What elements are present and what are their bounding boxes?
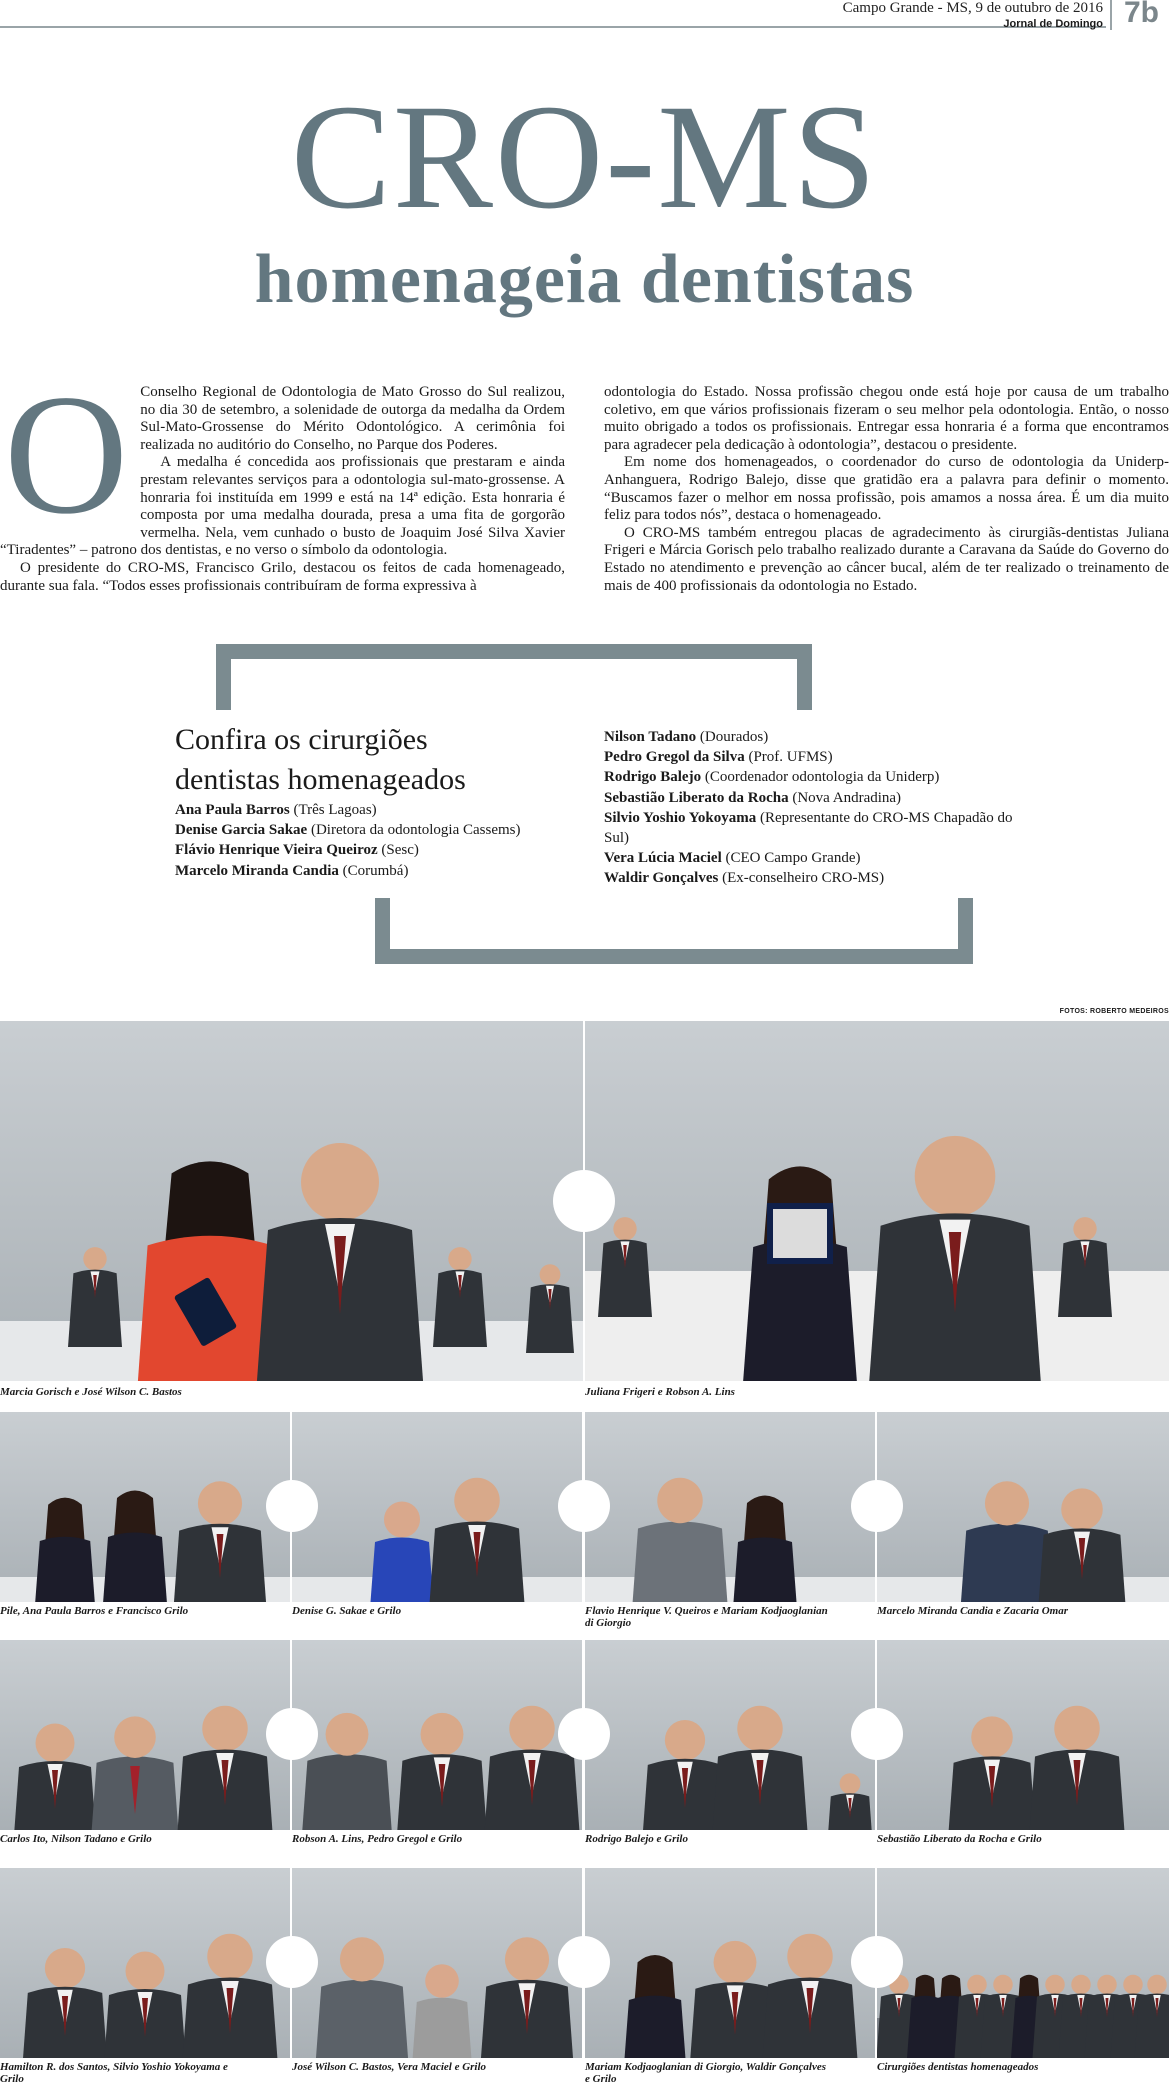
headline-sub: homenageia dentistas	[254, 241, 915, 318]
honoree-list-left	[175, 800, 575, 881]
photo-caption: Pile, Ana Paula Barros e Francisco Grilo	[0, 1605, 189, 1617]
honoree-name: Pedro Gregol da Silva	[604, 749, 745, 766]
photo-ceremony	[292, 1640, 582, 1830]
photo-caption: Marcia Gorisch e José Wilson C. Bastos	[0, 1386, 182, 1398]
photo-ceremony	[0, 1640, 290, 1830]
article-column-right	[604, 384, 1169, 595]
photo-separator-dot	[266, 1936, 318, 1988]
photo-separator-dot	[553, 1170, 615, 1232]
honoree-name: Marcelo Miranda Candia	[175, 862, 339, 879]
drop-cap: O	[4, 360, 129, 550]
honoree-item	[604, 808, 1024, 848]
honoree-item	[604, 788, 1024, 808]
photo-separator-dot	[851, 1480, 903, 1532]
honoree-item	[604, 747, 1024, 767]
honoree-note: (Representante do CRO-MS Chapadão do Sul)	[604, 809, 1013, 847]
honoree-name: Denise Garcia Sakae	[175, 822, 308, 839]
photo-ceremony	[585, 1640, 875, 1830]
photo-ceremony	[292, 1412, 582, 1602]
box-title-line: dentistas homenageados	[175, 763, 466, 796]
honoree-name: Silvio Yoshio Yokoyama	[604, 809, 757, 826]
photo-separator-dot	[266, 1708, 318, 1760]
honoree-name: Ana Paula Barros	[175, 802, 290, 818]
photo-ceremony	[0, 1021, 583, 1381]
article-paragraph: Em nome dos homenageados, o coordenador do curso de odontologia da Uniderp-Anhanguera, Rodrigo Balejo, disse que gratidão era a palavra para definir o momento. “Buscamos fazer o melhor em nossa profissão, pois amamos a nossa área. É um dia muito feliz para todos nós”, destaca o homenageado.	[604, 454, 1169, 524]
photo-caption: Cirurgiões dentistas homenageados	[877, 2061, 1039, 2073]
headline-main: CRO-MS	[290, 74, 879, 240]
honoree-note: (Ex-conselheiro CRO-MS)	[718, 870, 885, 887]
honoree-note: (Sesc)	[377, 842, 419, 859]
article-column-left	[0, 360, 565, 595]
honoree-name: Vera Lúcia Maciel	[604, 850, 722, 867]
photo-credit: FOTOS: ROBERTO MEDEIROS	[1059, 1008, 1169, 1015]
honoree-name: Rodrigo Balejo	[604, 769, 702, 786]
photo-caption: Denise G. Sakae e Grilo	[292, 1605, 402, 1617]
box-title-line: Confira os cirurgiões	[175, 723, 428, 756]
photo-caption: Marcelo Miranda Candia e Zacaria Omar	[877, 1605, 1068, 1617]
photo-ceremony	[877, 1640, 1169, 1830]
honoree-note: (Três Lagoas)	[289, 802, 377, 818]
box-bracket-top	[216, 644, 812, 710]
honoree-item	[175, 820, 575, 840]
honoree-item	[604, 868, 1024, 888]
photo-caption: Hamilton R. dos Santos, Silvio Yoshio Yokoyama e Grilo	[0, 2061, 228, 2085]
photo-separator-dot	[558, 1936, 610, 1988]
photo-caption: Robson A. Lins, Pedro Gregol e Grilo	[292, 1833, 463, 1845]
header-meta	[843, 0, 1103, 32]
photo-ceremony	[585, 1412, 875, 1602]
honoree-item	[604, 767, 1024, 787]
honoree-item	[175, 861, 575, 881]
honoree-name: Nilson Tadano	[604, 729, 697, 745]
photo-group	[877, 1868, 1169, 2058]
honoree-item	[175, 840, 575, 860]
photo-ceremony	[0, 1412, 290, 1602]
photo-separator-dot	[266, 1480, 318, 1532]
photo-separator-dot	[558, 1708, 610, 1760]
article-paragraph: Conselho Regional de Odontologia de Mato Grosso do Sul realizou, no dia 30 de setembro, a solenidade de outorga da medalha da Ordem Sul-Mato-Grossense do Mérito Odontológico. A cerimônia foi realizada no auditório do Conselho, no Parque dos Poderes.	[140, 384, 565, 453]
photo-ceremony	[292, 1868, 582, 2058]
honoree-item	[604, 727, 1024, 747]
photo-separator-dot	[558, 1480, 610, 1532]
article-paragraph: O presidente do CRO-MS, Francisco Grilo, destacou os feitos de cada homenageado, durante sua fala. “Todos esses profissionais contribuíram de forma expressiva à	[0, 559, 565, 594]
honoree-name: Sebastião Liberato da Rocha	[604, 789, 789, 806]
photo-ceremony	[585, 1021, 1169, 1381]
photo-caption: Juliana Frigeri e Robson A. Lins	[585, 1386, 735, 1398]
honoree-note: (Coordenador odontologia da Uniderp)	[701, 769, 940, 786]
article-paragraph: A medalha é concedida aos profissionais que prestaram e ainda prestam relevantes serviços para a odontologia sul-mato-grossense. A honraria foi instituída em 1999 e está na 14ª edição. Esta honraria é composta por uma medalha dourada, presa a uma fita de gorgorão vermelha. Nela, vem cunhado o busto de Joaquim José Silva Xavier “Tiradentes” – patrono dos dentistas, e no verso o símbolo da odontologia.	[0, 454, 565, 559]
photo-caption: Mariam Kodjaoglanian di Giorgio, Waldir Gonçalves e Grilo	[585, 2061, 827, 2085]
honoree-note: (CEO Campo Grande)	[721, 850, 861, 867]
photo-ceremony	[585, 1868, 875, 2058]
header-separator	[1110, 0, 1112, 30]
photo-caption: Flavio Henrique V. Queiros e Mariam Kodjaoglanian di Giorgio	[585, 1605, 828, 1629]
photo-caption: Carlos Ito, Nilson Tadano e Grilo	[0, 1833, 152, 1845]
article-paragraph: O CRO-MS também entregou placas de agradecimento às cirurgiãs-dentistas Juliana Frigeri e Márcia Gorisch pelo trabalho realizado durante a Caravana da Saúde do Governo do Estado no atendimento e prevenção ao câncer bucal, além de ter realizado o treinamento de mais de 400 profissionais da odontologia no Estado.	[604, 524, 1169, 594]
honoree-note: (Corumbá)	[338, 862, 409, 879]
page-number: 7b	[1124, 0, 1160, 29]
photo-caption: Sebastião Liberato da Rocha e Grilo	[877, 1833, 1042, 1845]
article-paragraph: odontologia do Estado. Nossa profissão chegou onde está hoje por causa de um trabalho coletivo, em que vários profissionais fizeram o seu melhor pela odontologia. Então, o nosso muito obrigado a todos os profissionais. Entregar essa honraria é a forma que encontramos para agradecer pela dedicação à odontologia”, destacou o presidente.	[604, 384, 1169, 453]
header-paper-name: Jornal de Domingo	[1003, 18, 1103, 30]
honoree-note: (Nova Andradina)	[788, 789, 902, 806]
box-title	[175, 720, 466, 800]
honoree-name: Waldir Gonçalves	[604, 870, 719, 887]
header-place-date: Campo Grande - MS, 9 de outubro de 2016	[842, 0, 1103, 16]
box-bracket-bottom	[375, 898, 973, 964]
honoree-item	[604, 848, 1024, 868]
honoree-note: (Dourados)	[696, 729, 769, 745]
honoree-name: Flávio Henrique Vieira Queiroz	[175, 842, 378, 859]
honoree-note: (Prof. UFMS)	[744, 749, 833, 766]
photo-ceremony	[0, 1868, 290, 2058]
honoree-note: (Diretora da odontologia Cassems)	[307, 822, 521, 839]
honoree-item	[175, 800, 575, 820]
photo-caption: José Wilson C. Bastos, Vera Maciel e Grilo	[292, 2061, 487, 2073]
photo-ceremony	[877, 1412, 1169, 1602]
honoree-list-right	[604, 727, 1024, 889]
photo-separator-dot	[851, 1708, 903, 1760]
photo-caption: Rodrigo Balejo e Grilo	[585, 1833, 688, 1845]
photo-separator-dot	[851, 1936, 903, 1988]
